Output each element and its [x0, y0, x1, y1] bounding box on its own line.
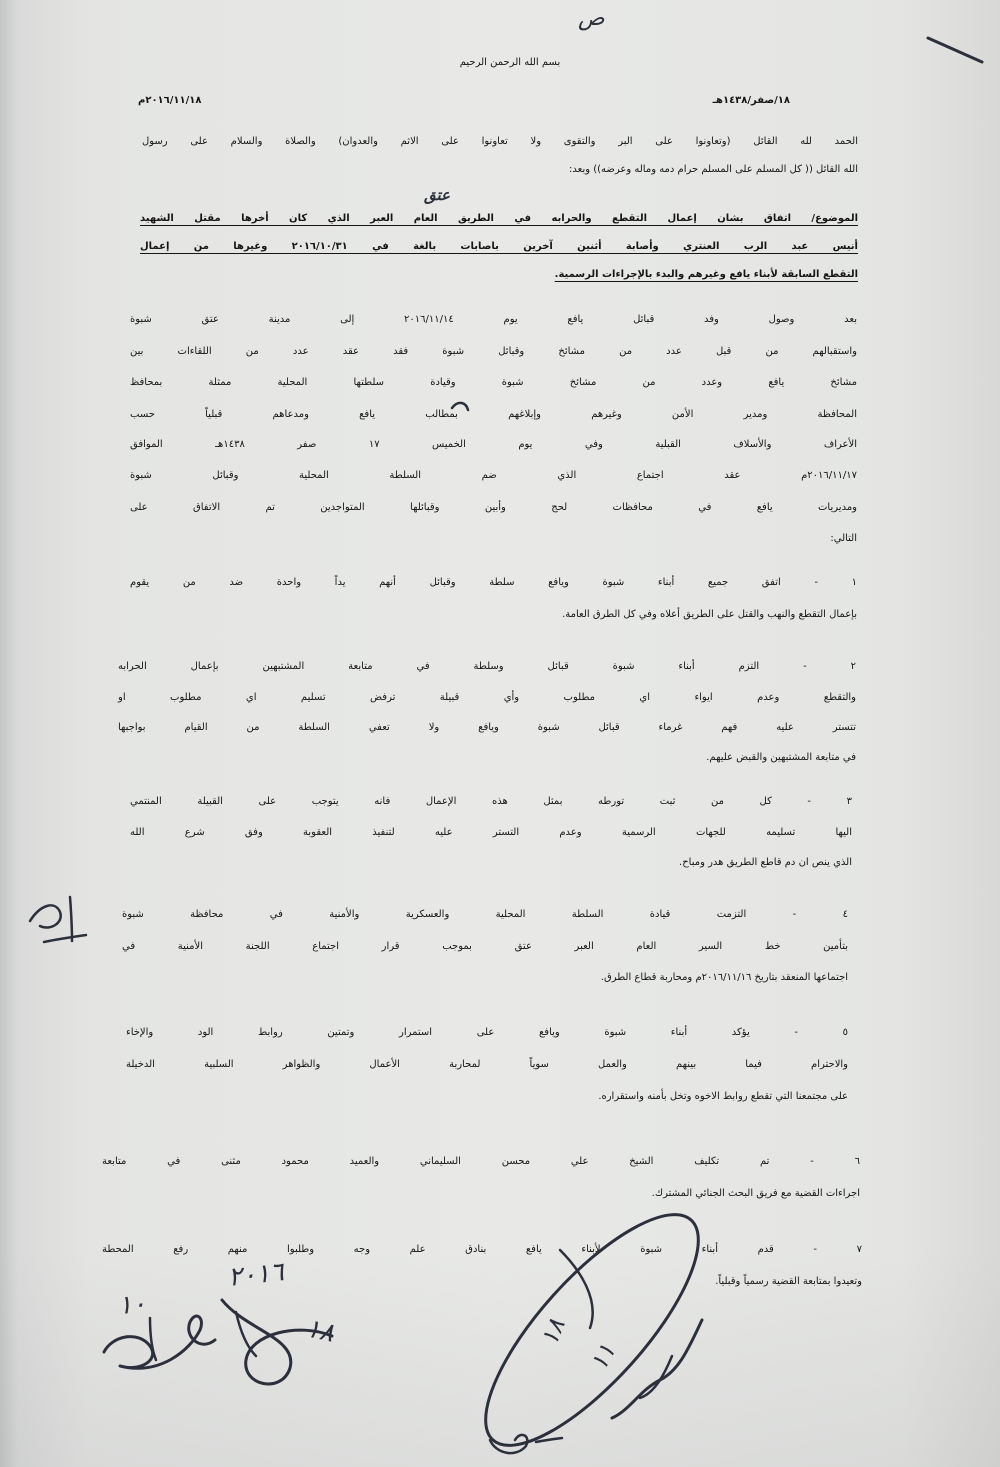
item-5-line: ٥ - يؤكد أبناء شبوة ويافع على استمرار وتمتين روابط الود والإخاء: [126, 1027, 848, 1038]
intro-line: بعد وصول وفد قبائل يافع يوم ٢٠١٦/١١/١٤ إلى مدينة عتق شبوة: [130, 314, 857, 325]
right-signature-stroke: [490, 1435, 562, 1453]
item-5-line: على مجتمعنا التي تقطع روابط الاخوه وتخل بأمنه واستقراره.: [598, 1091, 848, 1102]
basmala: بسم الله الرحمن الرحيم: [459, 57, 561, 68]
top-handwritten-mark: ص: [578, 6, 605, 31]
preamble-line: الحمد لله القائل (وتعاونوا على البر والتقوى ولا تعاونوا على الاثم والعدوان) والصلاة والسلام على رسول: [142, 136, 858, 147]
intro-line: الأعراف والأسلاف القبلية وفي يوم الخميس ١٧ صفر ١٤٣٨هـ الموافق: [130, 439, 857, 450]
right-signature-number: ١٨: [535, 1314, 571, 1350]
item-2-line: تتستر عليه فهم غرماء قبائل شبوة ويافع ولا تعفي السلطة من القيام بواجبها: [118, 722, 856, 733]
subject-line: التقطع السابقة لأبناء يافع وغيرهم والبدء بالإجراءات الرسمية.: [554, 269, 858, 280]
item-6-line: ٦ - تم تكليف الشيخ علي محسن السليماني والعميد محمود مثنى في متابعة: [102, 1156, 860, 1167]
item-4-line: اجتماعها المنعقد بتاريخ ٢٠١٦/١١/١٦م ومحاربة قطاع الطرق.: [600, 972, 848, 983]
item-2-line: ٢ - التزم أبناء شبوة قبائل وسلطة في متابعة المشتبهين بإعمال الحرابه: [118, 661, 856, 672]
subject-line: أنيس عبد الرب العنتري وأصابة أثنين آخرين باصابات بالغة في ٢٠١٦/١٠/٣١ وغيرها من إعمال: [140, 241, 858, 252]
item-7-line: وتعيدوا بمتابعة القضية رسمياً وقبلياً.: [715, 1276, 862, 1287]
intro-line: واستقبالهم من قبل عدد من مشائخ وقبائل شبوة فقد عقد عدد من اللقاءات بين: [130, 346, 857, 357]
hijri-date: ١٨/صفر/١٤٣٨هـ: [712, 95, 790, 106]
intro-line: مشائخ يافع وعدد من مشائخ شبوة وقيادة سلطتها المحلية ممثلة بمحافظ: [130, 377, 857, 388]
intro-line: التالي:: [830, 533, 857, 544]
item-3-line: ٣ - كل من ثبت تورطه بمثل هذه الإعمال فانه يتوجب على القبيلة المنتمي: [130, 796, 852, 807]
item-6-line: اجراءات القضية مع فريق البحث الجنائي المشترك.: [651, 1188, 860, 1199]
handwritten-insert: عتق: [424, 186, 450, 204]
gregorian-date: ٢٠١٦/١١/١٨م: [138, 95, 202, 106]
intro-line: المحافظة ومدير الأمن وغيرهم وإبلاغهم بمطالب يافع ومدعاهم قبلياً حسب: [130, 409, 857, 420]
left-signature-number: ٢٠١٦: [226, 1257, 286, 1293]
left-signature-stroke: [104, 1316, 215, 1368]
item-5-line: والاحترام فيما بينهم والعمل سوياً لمحاربة الأعمال والظواهر السلبية الدخيلة: [126, 1059, 848, 1070]
right-signature-stroke: [612, 1320, 702, 1418]
intro-line: ٢٠١٦/١١/١٧م عقد اجتماع الذي ضم السلطة المحلية وقبائل شبوة: [130, 470, 857, 481]
left-signature-stroke: [150, 1312, 256, 1360]
item-2-line: في متابعة المشتبهين والقبض عليهم.: [706, 752, 856, 763]
item-7-line: ٧ - قدم أبناء شبوة لأبناء يافع بنادق علم وجه وطلبوا منهم رفع المحطة: [102, 1244, 862, 1255]
left-signature-number: ١٠: [116, 1289, 147, 1321]
item-2-line: والتقطع وعدم ايواء اي مطلوب وأي قبيلة ترفض تسليم اي مطلوب او: [118, 692, 856, 703]
top-right-pen-stroke: [928, 38, 982, 62]
item-3-line: اليها تسليمه للجهات الرسمية وعدم التستر عليه لتنفيذ العقوبة وفق شرع الله: [130, 827, 852, 838]
right-signature-oval: [454, 1185, 729, 1467]
item-1-line: بإعمال التقطع والنهب والقتل على الطريق أعلاه وفي كل الطرق العامة.: [562, 609, 857, 620]
item-4-line: بتأمين خط السير العام العبر عتق بموجب قرار اجتماع اللجنة الأمنية في: [122, 941, 848, 952]
item-3-line: الذي ينص ان دم قاطع الطريق هدر ومباح.: [679, 857, 852, 868]
margin-initial-stroke: [30, 897, 86, 942]
item-1-line: ١ - اتفق جميع أبناء شبوة ويافع سلطة وقبائل أنهم يداً واحدة ضد من يقوم: [130, 577, 857, 588]
preamble-line: الله القائل (( كل المسلم على المسلم حرام دمه وماله وعرضه)) وبعد:: [569, 164, 858, 175]
left-signature-number: ١٨: [303, 1313, 337, 1349]
item-4-line: ٤ - التزمت قيادة السلطة المحلية والعسكرية والأمنية في محافظة شبوة: [122, 909, 848, 920]
intro-line: ومديريات يافع في محافظات لحج وأبين وقبائلها المتواجدين تم الاتفاق على: [130, 502, 857, 513]
right-signature-number: ١١: [584, 1339, 622, 1375]
subject-line: الموضوع/ اتفاق بشان إعمال التقطع والحرابه في الطريق العام العبر الذي كان أخرها مقتل الشهيد: [140, 213, 858, 224]
